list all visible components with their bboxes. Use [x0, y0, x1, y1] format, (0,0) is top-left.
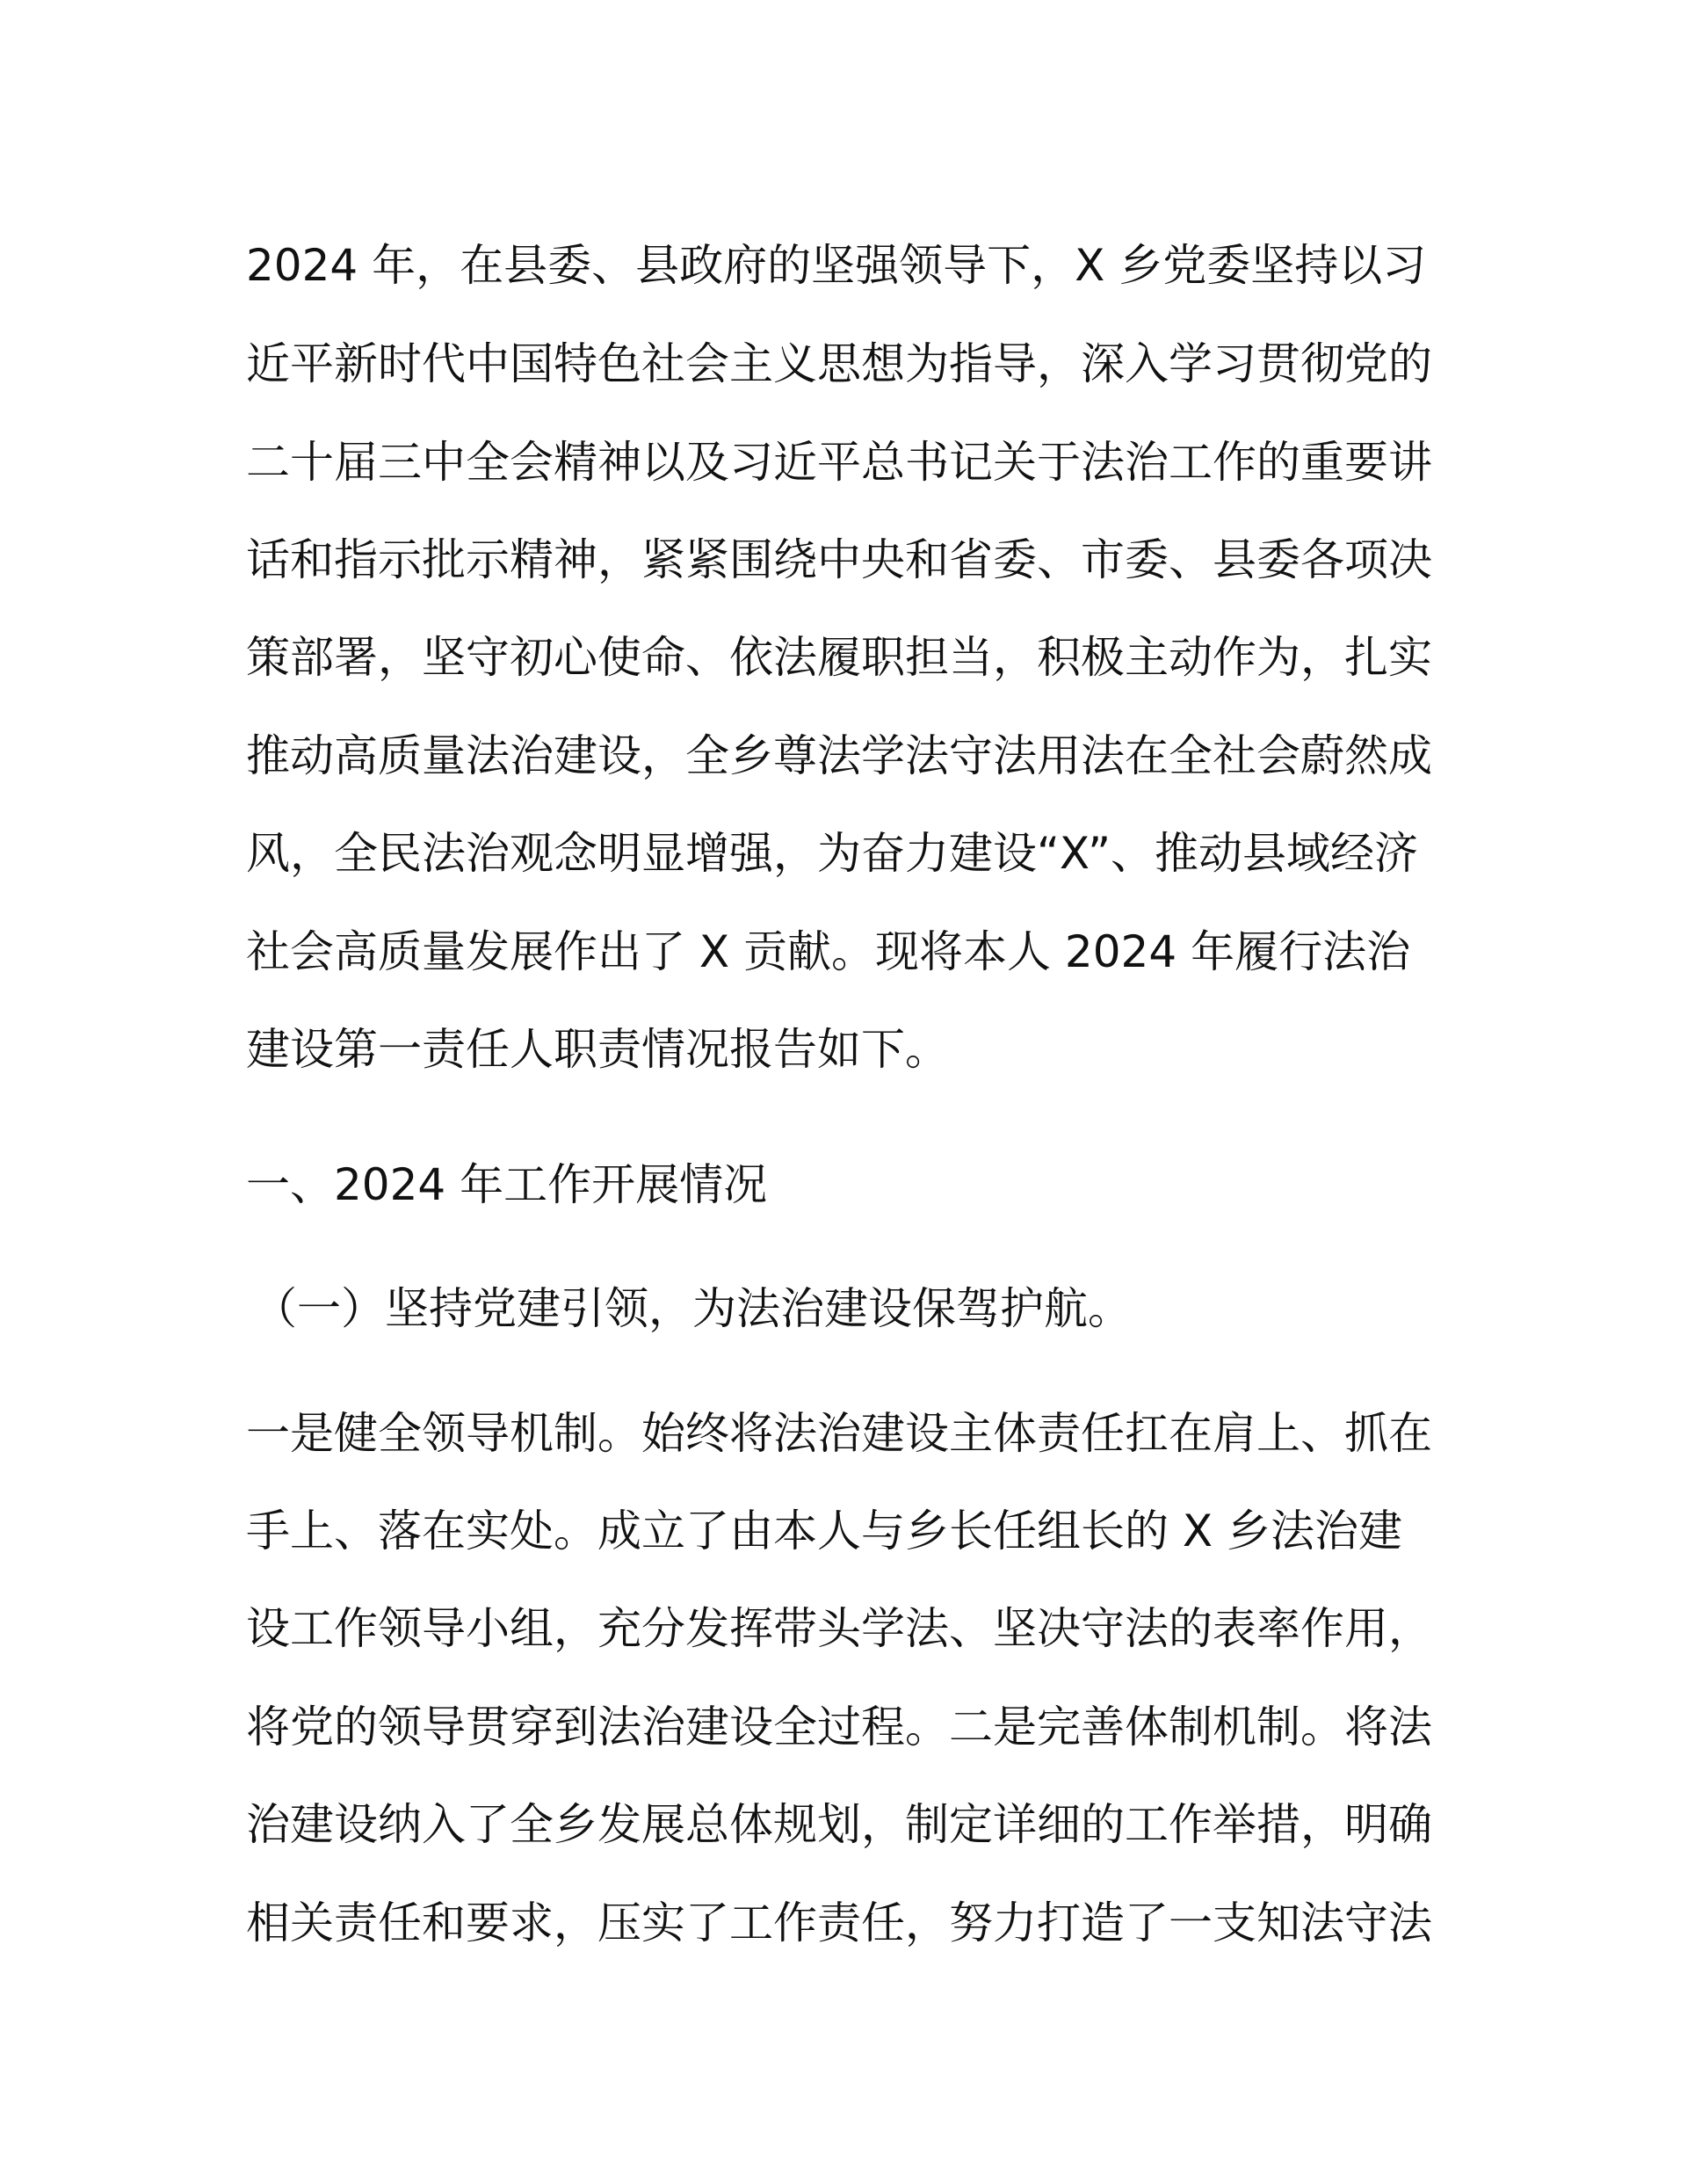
section-heading: 一、2024 年工作开展情况 [246, 1159, 768, 1210]
paragraph-intro-line-8: 社会高质量发展作出了 X 贡献。现将本人 2024 年履行法治 [246, 926, 1411, 977]
paragraph-intro-line-1: 2024 年，在县委、县政府的坚强领导下，X 乡党委坚持以习 [246, 240, 1427, 291]
paragraph-intro-line-2: 近平新时代中国特色社会主义思想为指导，深入学习贯彻党的 [246, 338, 1432, 389]
subsection-heading: （一）坚持党建引领，为法治建设保驾护航。 [253, 1283, 1132, 1334]
paragraph-body-line-1: 一是健全领导机制。始终将法治建设主体责任扛在肩上、抓在 [246, 1408, 1432, 1459]
paragraph-body-line-4: 将党的领导贯穿到法治建设全过程。二是完善体制机制。将法 [246, 1701, 1432, 1752]
paragraph-body-line-3: 设工作领导小组，充分发挥带头学法、坚决守法的表率作用， [246, 1603, 1432, 1654]
paragraph-intro-line-4: 话和指示批示精神，紧紧围绕中央和省委、市委、县委各项决 [246, 534, 1432, 585]
paragraph-body-line-6: 相关责任和要求，压实了工作责任，努力打造了一支知法守法 [246, 1897, 1432, 1948]
paragraph-body-line-2: 手上、落在实处。成立了由本人与乡长任组长的 X 乡法治建 [246, 1506, 1403, 1556]
paragraph-intro-line-3: 二十届三中全会精神以及习近平总书记关于法治工作的重要讲 [246, 437, 1432, 488]
paragraph-intro-line-7: 风，全民法治观念明显增强，为奋力建设“X”、推动县域经济 [246, 828, 1419, 879]
paragraph-intro-line-9: 建设第一责任人职责情况报告如下。 [246, 1024, 949, 1075]
paragraph-intro-line-6: 推动高质量法治建设，全乡尊法学法守法用法在全社会蔚然成 [246, 730, 1432, 781]
paragraph-intro-line-5: 策部署，坚守初心使命、依法履职担当，积极主动作为，扎实 [246, 632, 1432, 683]
paragraph-body-line-5: 治建设纳入了全乡发展总体规划，制定详细的工作举措，明确 [246, 1799, 1432, 1850]
